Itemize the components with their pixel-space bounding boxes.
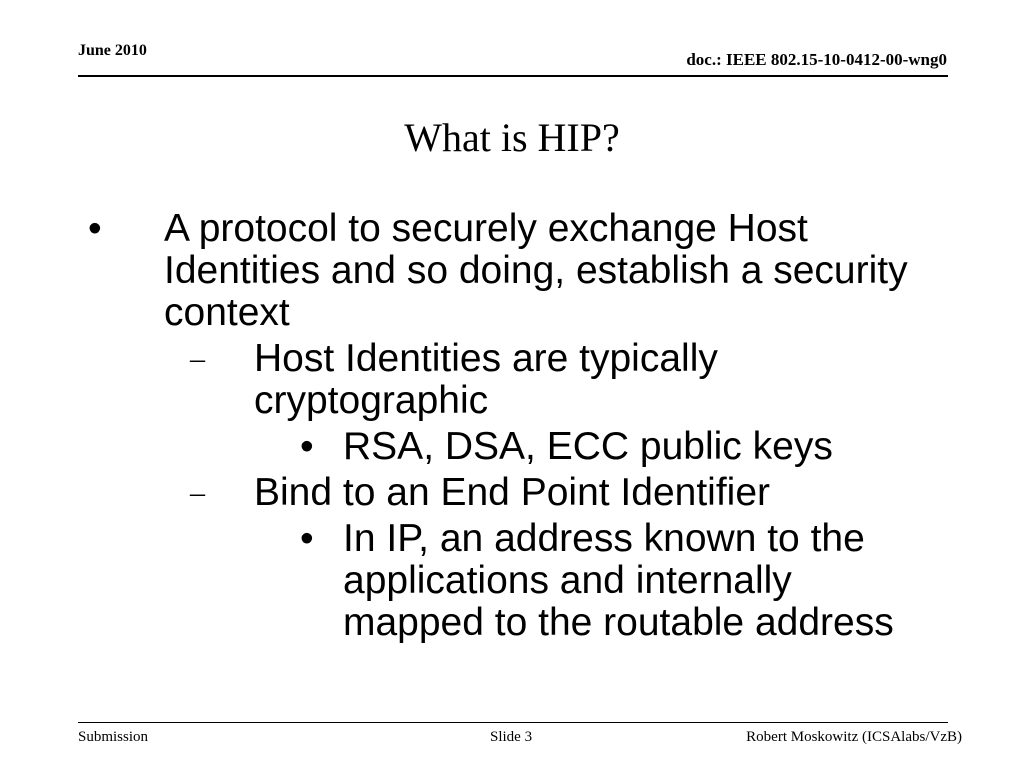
bullet-marker: • xyxy=(300,425,314,468)
bullet-item-level-3 xyxy=(0,518,1024,644)
dash-marker: – xyxy=(190,476,205,509)
dash-marker: – xyxy=(190,342,205,375)
bullet-text: RSA, DSA, ECC public keys xyxy=(343,425,833,468)
header-document-id: doc.: IEEE 802.15-10-0412-00-wng0 xyxy=(686,50,947,69)
bullet-text: Host Identities are typically cryptographic xyxy=(254,337,718,422)
bullet-item-level-1 xyxy=(0,208,1024,334)
footer-author: Robert Moskowitz (ICSAlabs/VzB) xyxy=(746,729,962,745)
footer-divider xyxy=(78,722,948,723)
bullet-text: Bind to an End Point Identifier xyxy=(254,471,771,514)
bullet-marker: • xyxy=(88,207,102,250)
bullet-item-level-2 xyxy=(0,338,1024,422)
bullet-item-level-2 xyxy=(0,472,1024,514)
bullet-item-level-3 xyxy=(0,426,1024,468)
slide-body xyxy=(0,208,1024,648)
header-divider xyxy=(78,75,948,77)
bullet-marker: • xyxy=(300,517,314,560)
bullet-text: A protocol to securely exchange Host Identities and so doing, establish a security context xyxy=(164,207,908,334)
header-date: June 2010 xyxy=(78,42,147,59)
bullet-text: In IP, an address known to the applications and internally mapped to the routable address xyxy=(343,517,894,644)
footer-slide-number: Slide 3 xyxy=(490,729,533,745)
footer-submission: Submission xyxy=(78,729,149,745)
slide-title: What is HIP? xyxy=(404,115,620,160)
